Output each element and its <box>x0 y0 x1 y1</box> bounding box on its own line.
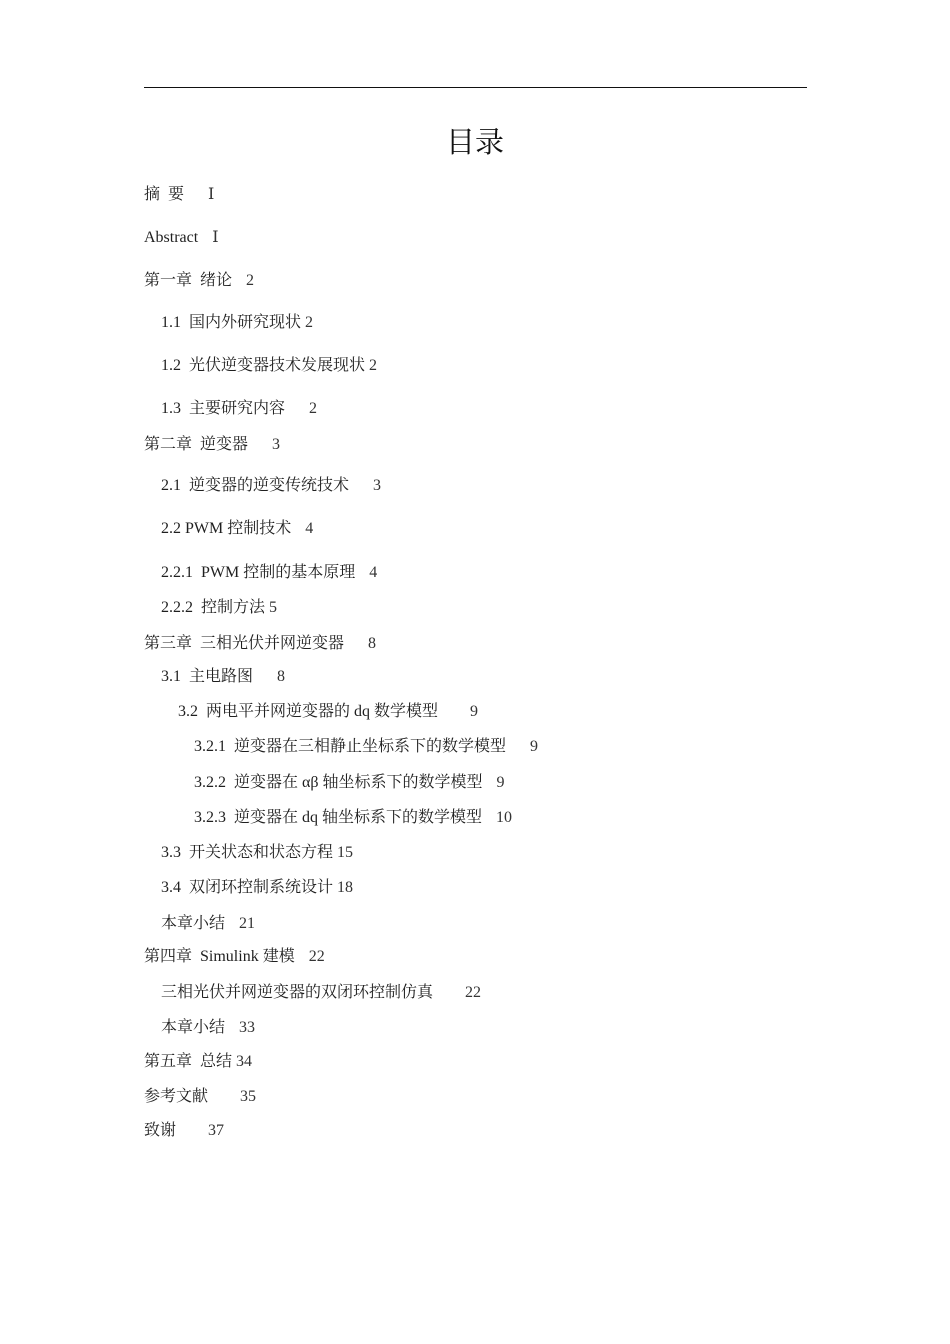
toc-entry-2-2-1[interactable] <box>161 562 377 584</box>
toc-entry-text: 主要研究内容 <box>189 400 286 417</box>
toc-entry-text: 逆变器在 αβ 轴坐标系下的数学模型 <box>234 774 483 791</box>
toc-entry-text: 光伏逆变器技术发展现状 <box>189 357 366 374</box>
toc-entry-chapter-4[interactable] <box>144 946 325 968</box>
toc-entry-1-2[interactable] <box>161 355 377 377</box>
toc-entry-page: 2 <box>369 357 378 374</box>
toc-entry-page: 9 <box>470 703 479 720</box>
toc-entry-1-3[interactable] <box>161 398 317 420</box>
toc-entry-abstract-cn[interactable] <box>144 184 214 206</box>
toc-entry-text: 本章小结 <box>161 1019 226 1036</box>
toc-entry-page: 8 <box>277 668 286 685</box>
toc-entry-page: 5 <box>269 599 278 616</box>
toc-entry-3-2[interactable] <box>178 701 478 723</box>
toc-entry-text: 总结 <box>200 1053 233 1070</box>
toc-entry-page: 37 <box>208 1122 225 1139</box>
toc-entry-number: 1.3 <box>161 400 181 417</box>
toc-entry-page: 22 <box>308 948 325 965</box>
toc-entry-page: 34 <box>236 1053 253 1070</box>
toc-entry-number: 1.2 <box>161 357 181 374</box>
toc-entry-acknowledgements[interactable] <box>144 1120 224 1142</box>
toc-entry-page: 18 <box>337 879 354 896</box>
toc-entry-page: 8 <box>368 635 377 652</box>
toc-entry-chapter-1[interactable] <box>144 270 254 292</box>
toc-entry-text: 主电路图 <box>189 668 254 685</box>
toc-entry-chapter-4-summary[interactable] <box>161 1017 255 1039</box>
toc-entry-text: 逆变器的逆变传统技术 <box>189 477 350 494</box>
toc-entry-4-simulation[interactable] <box>161 982 481 1004</box>
toc-entry-number: 2.2.2 <box>161 599 193 616</box>
toc-entry-page: 10 <box>496 809 513 826</box>
toc-entry-1-1[interactable] <box>161 312 313 334</box>
toc-entry-text: 本章小结 <box>161 915 226 932</box>
toc-entry-chapter-3[interactable] <box>144 633 376 655</box>
toc-entry-2-2-2[interactable] <box>161 597 277 619</box>
toc-entry-3-2-3[interactable] <box>194 807 512 829</box>
toc-entry-page: 15 <box>337 844 354 861</box>
toc-entry-number: 3.2.2 <box>194 774 226 791</box>
toc-entry-number: 2.2.1 <box>161 564 193 581</box>
toc-entry-references[interactable] <box>144 1086 256 1108</box>
toc-entry-text: 绪论 <box>200 272 233 289</box>
toc-entry-page: 4 <box>369 564 378 581</box>
toc-entry-number: 第五章 <box>144 1053 193 1070</box>
toc-entry-page: Ⅰ <box>212 229 219 246</box>
toc-entry-number: 1.1 <box>161 314 181 331</box>
toc-entry-3-3[interactable] <box>161 842 353 864</box>
toc-entry-page: 35 <box>240 1088 257 1105</box>
toc-entry-3-4[interactable] <box>161 877 353 899</box>
toc-entry-text: 逆变器在三相静止坐标系下的数学模型 <box>234 738 507 755</box>
toc-entry-text: 控制方法 <box>201 599 266 616</box>
toc-entry-number: 3.3 <box>161 844 181 861</box>
toc-entry-page: 3 <box>272 436 281 453</box>
toc-entry-page: 3 <box>373 477 382 494</box>
toc-entry-page: 2 <box>246 272 255 289</box>
toc-entry-number: 3.2.1 <box>194 738 226 755</box>
toc-entry-page: 4 <box>305 520 314 537</box>
toc-entry-page: 21 <box>239 915 256 932</box>
toc-entry-text: 参考文献 <box>144 1088 209 1105</box>
toc-entry-text: 三相光伏并网逆变器的双闭环控制仿真 <box>161 984 434 1001</box>
toc-entry-3-2-2[interactable] <box>194 772 505 794</box>
toc-entry-text: Simulink 建模 <box>200 948 295 965</box>
toc-entry-number: 3.2 <box>178 703 198 720</box>
toc-entry-page: 9 <box>496 774 505 791</box>
toc-entry-number: 第四章 <box>144 948 193 965</box>
toc-entry-text: 三相光伏并网逆变器 <box>200 635 345 652</box>
toc-entry-page: Ⅰ <box>208 186 215 203</box>
toc-entry-text: PWM 控制的基本原理 <box>201 564 356 581</box>
toc-entry-chapter-5[interactable] <box>144 1051 252 1073</box>
toc-entry-page: 22 <box>465 984 482 1001</box>
toc-entry-text: 致谢 <box>144 1122 177 1139</box>
toc-entry-number: 第三章 <box>144 635 193 652</box>
header-rule <box>144 87 807 88</box>
toc-entry-text: 逆变器在 dq 轴坐标系下的数学模型 <box>234 809 483 826</box>
toc-entry-page: 2 <box>309 400 318 417</box>
toc-entry-page: 33 <box>239 1019 256 1036</box>
toc-entry-number: 3.1 <box>161 668 181 685</box>
toc-entry-number: 第一章 <box>144 272 193 289</box>
toc-entry-text: Abstract <box>144 229 199 246</box>
toc-entry-number: 3.4 <box>161 879 181 896</box>
toc-entry-page: 2 <box>305 314 314 331</box>
toc-entry-3-1[interactable] <box>161 666 285 688</box>
toc-title: 目录 <box>445 125 504 159</box>
toc-entry-chapter-3-summary[interactable] <box>161 913 255 935</box>
toc-entry-text: 摘 要 <box>144 186 185 203</box>
toc-entry-number: 第二章 <box>144 436 193 453</box>
toc-entry-text: 两电平并网逆变器的 dq 数学模型 <box>206 703 439 720</box>
toc-entry-text: 开关状态和状态方程 <box>189 844 334 861</box>
toc-entry-text: 2.2 PWM 控制技术 <box>161 520 292 537</box>
toc-entry-text: 逆变器 <box>200 436 249 453</box>
toc-entry-number: 3.2.3 <box>194 809 226 826</box>
toc-entry-3-2-1[interactable] <box>194 736 538 758</box>
toc-entry-2-2[interactable] <box>161 518 313 540</box>
toc-entry-2-1[interactable] <box>161 475 381 497</box>
toc-entry-text: 国内外研究现状 <box>189 314 302 331</box>
toc-entry-page: 9 <box>530 738 539 755</box>
toc-entry-number: 2.1 <box>161 477 181 494</box>
toc-entry-chapter-2[interactable] <box>144 434 280 456</box>
toc-entry-abstract-en[interactable] <box>144 227 219 249</box>
toc-entry-text: 双闭环控制系统设计 <box>189 879 334 896</box>
